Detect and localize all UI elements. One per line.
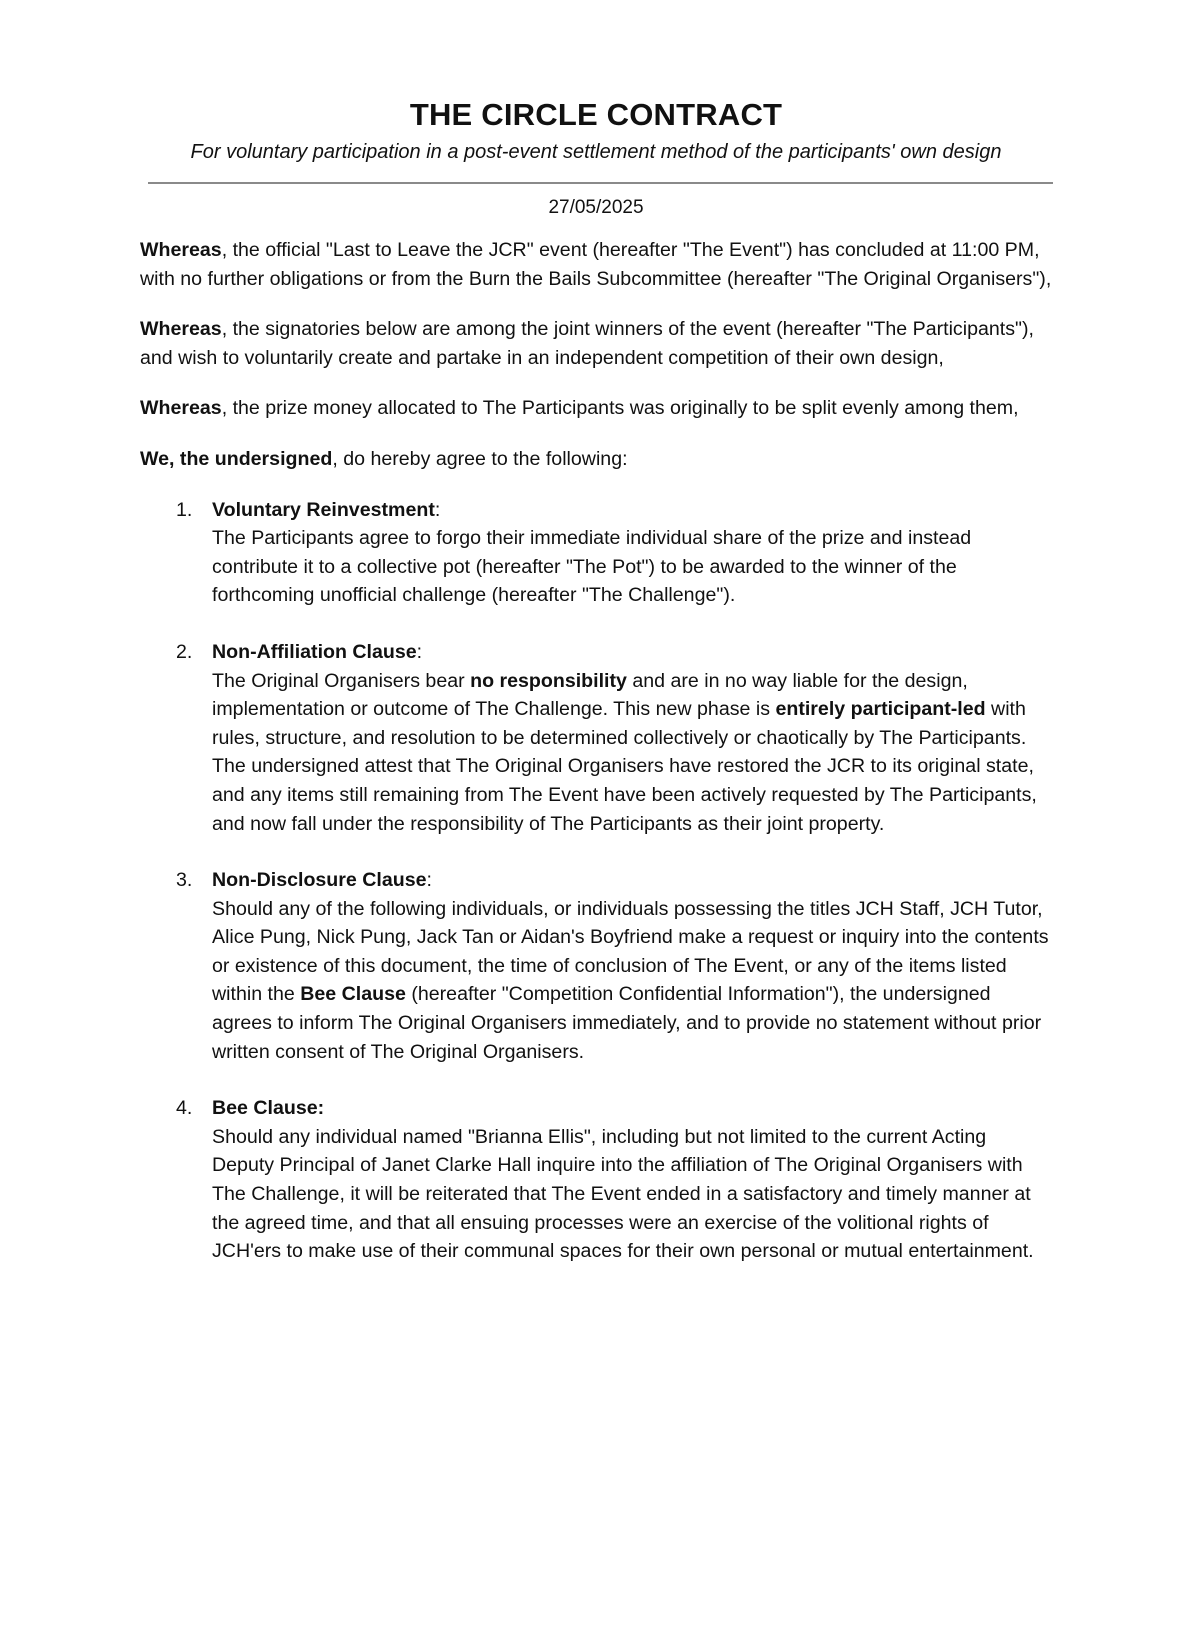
document-page: [0, 96, 1200, 1649]
clause-body-emphasis: Bee Clause: [300, 983, 406, 1006]
clause-body-text: with rules, structure, and resolution to be determined collectively or chaotically by The Participants. The undersigned attest that The Original Organisers have restored the JCR to its original state, and any items still remaining from The Event have been actively requested by The Participants, and now fall under the responsibility of The Participants as their joint property.: [212, 698, 1037, 835]
clause-body: The Participants agree to forgo their immediate individual share of the prize and instead contribute it to a collective pot (hereafter "The Pot") to be awarded to the winner of the forthcoming unofficial challenge (hereafter "The Challenge").: [212, 527, 972, 607]
agreement-lead: We, the undersigned: [140, 447, 333, 470]
clause-body-emphasis: no responsibility: [470, 669, 627, 692]
clause-body-emphasis: entirely participant-led: [775, 698, 986, 721]
title-divider: [148, 182, 1053, 184]
recital-3: [140, 394, 1052, 423]
clause-number: 2.: [176, 640, 193, 663]
clause-body-text: (hereafter "Competition Confidential Information"), the undersigned agrees to inform The Original Organisers immediately, and to provide no statement without prior written consent of The Original Organisers.: [212, 983, 1042, 1063]
recital-2: [140, 315, 1052, 372]
clause-body: [212, 895, 1052, 1067]
document-title: THE CIRCLE CONTRACT: [409, 97, 783, 132]
clause-heading: Non-Disclosure Clause: [212, 869, 427, 892]
recital-lead: Whereas: [140, 239, 222, 261]
clause-list: [140, 496, 1052, 1266]
clause-heading: Non-Affiliation Clause: [212, 640, 417, 663]
clause-heading-suffix: :: [434, 498, 441, 521]
clause-body: Should any individual named "Brianna Ellis", including but not limited to the current Acting Deputy Principal of Janet Clarke Hall inquire into the affiliation of The Original Organisers with The Challenge, it will be reiterated that The Event ended in a satisfactory and timely manner at the agreed time, and that all ensuing processes were an exercise of the volitional rights of JCH'ers to make use of their communal spaces for their own personal or mutual entertainment.: [212, 1125, 1034, 1263]
recital-lead: Whereas: [140, 318, 222, 341]
clause-body-text: and are in no way liable for the design, implementation or outcome of The Challenge. This new phase is: [212, 669, 968, 721]
agreement-text: , do hereby agree to the following:: [332, 447, 628, 470]
recital-text: , the official "Last to Leave the JCR" event (hereafter "The Event") has concluded at 11:00 PM, with no further obligations or from the Burn the Bails Subcommittee (hereafter "The Original Organisers"),: [140, 239, 1052, 290]
recital-1: [140, 236, 1052, 293]
clause-heading: Voluntary Reinvestment: [212, 498, 435, 521]
clause-item: [140, 496, 1052, 610]
clause-body-text: Should any of the following individuals, or individuals possessing the titles JCH Staff, JCH Tutor, Alice Pung, Nick Pung, Jack Tan or Aidan's Boyfriend make a request or inquiry into the contents or existence of this document, the time of conclusion of The Event, or any of the items listed within the: [212, 897, 1049, 1006]
recital-text: , the signatories below are among the joint winners of the event (hereafter "The Participants"), and wish to voluntarily create and partake in an independent competition of their own design,: [140, 318, 1034, 369]
recital-lead: Whereas: [140, 397, 222, 420]
clause-number: 3.: [176, 869, 193, 892]
document-subtitle: For voluntary participation in a post-event settlement method of the participants' own design: [190, 141, 1002, 163]
clause-heading-suffix: :: [426, 869, 432, 892]
clause-item: [140, 638, 1052, 838]
recital-text: , the prize money allocated to The Participants was originally to be split evenly among them,: [221, 397, 1019, 420]
clause-number: 4.: [176, 1097, 193, 1120]
clause-heading: Bee Clause:: [212, 1097, 325, 1120]
clause-item: [140, 866, 1052, 1066]
document-date: 27/05/2025: [548, 197, 644, 218]
clause-body: [212, 667, 1052, 839]
clause-item: [140, 1094, 1052, 1266]
agreement-statement: [140, 445, 1052, 474]
clause-number: 1.: [176, 498, 193, 521]
clause-body-text: The Original Organisers bear: [212, 669, 471, 692]
clause-heading-suffix: :: [416, 640, 423, 663]
